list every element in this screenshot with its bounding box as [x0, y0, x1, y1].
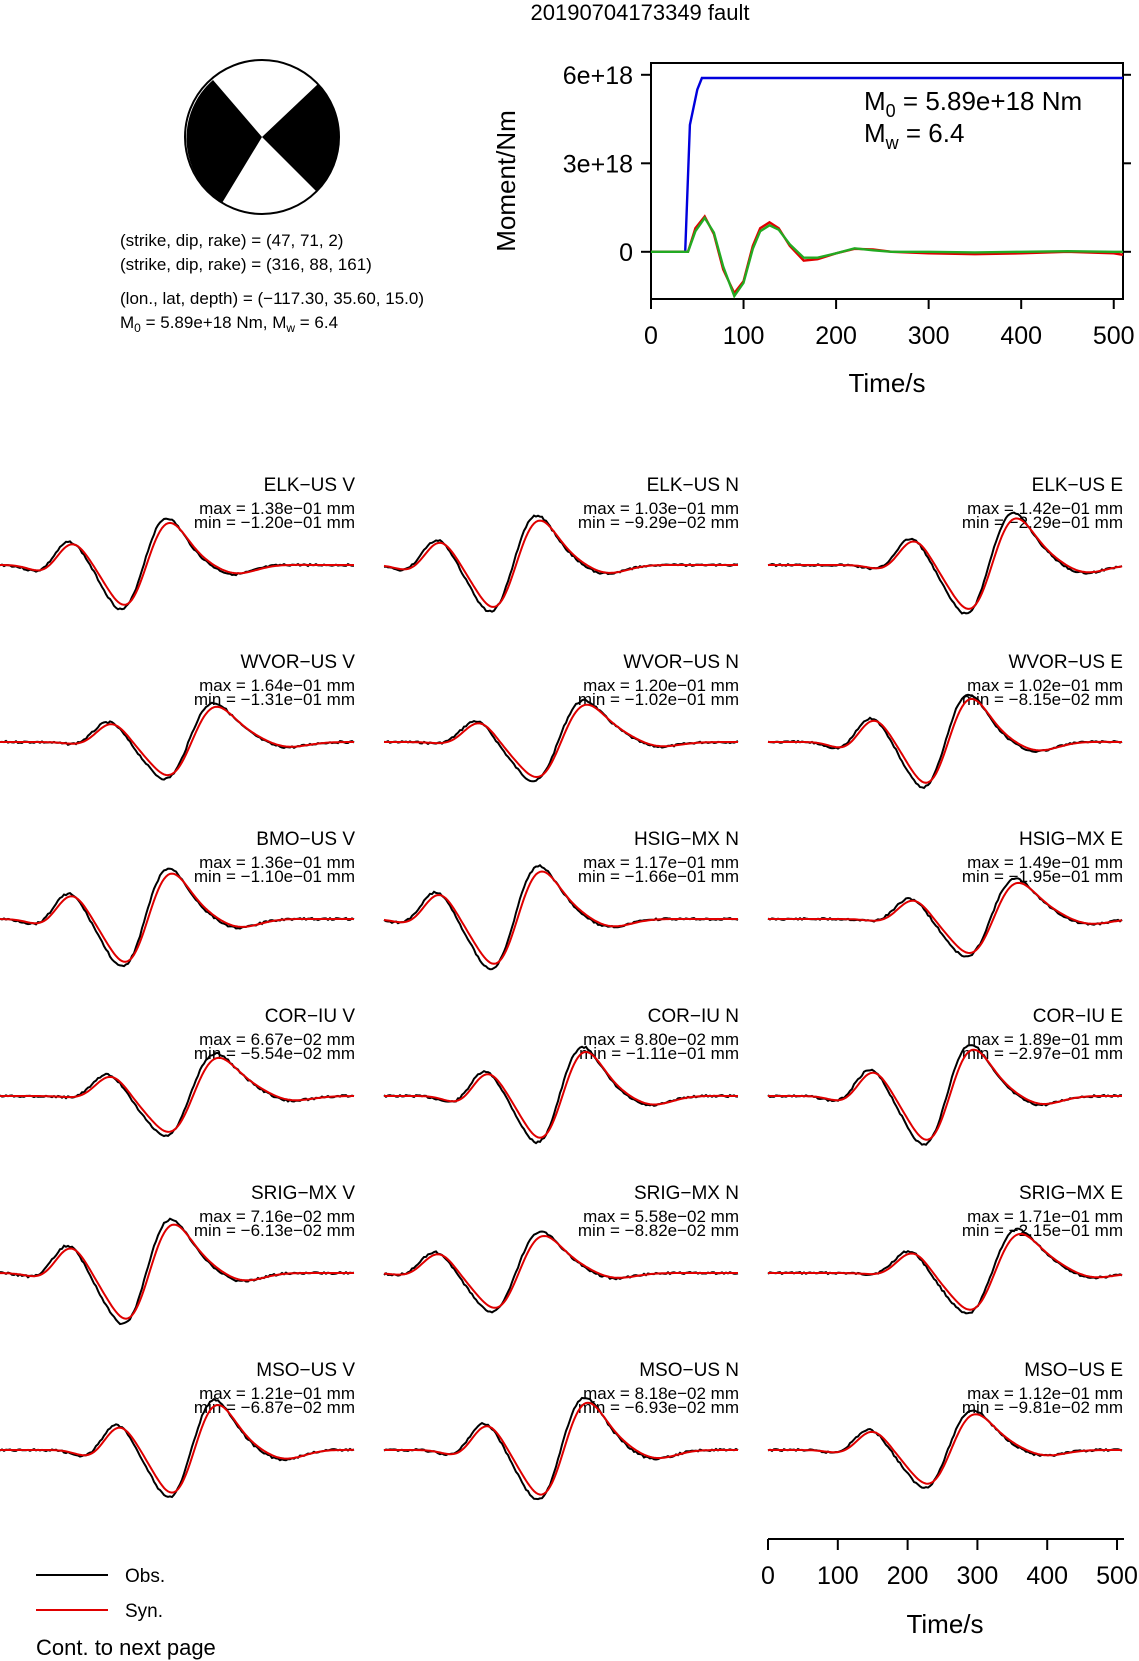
trace-min: min = −1.31e−01 mm [193, 690, 355, 709]
trace-min: min = −6.87e−02 mm [193, 1398, 355, 1417]
waveform-panel [384, 1183, 739, 1312]
legend-syn-label: Syn. [125, 1601, 164, 1622]
trace-min: min = −6.13e−02 mm [193, 1221, 355, 1240]
moment-x-tick-label: 400 [1000, 322, 1043, 350]
trace-max: max = 1.64e−01 mm [199, 676, 355, 695]
moment-summary: $M_0 = 5.89e+18$ Nm, $M_w = 6.4$ [120, 313, 339, 335]
observed-trace [0, 1053, 354, 1136]
trace-min: min = −2.15e−01 mm [961, 1221, 1123, 1240]
station-label: HSIG−MX N [633, 829, 739, 850]
waveform-panel [0, 1183, 355, 1324]
station-label: SRIG−MX V [251, 1183, 355, 1204]
moment-y-tick-label: 0 [619, 238, 633, 267]
trace-max: max = 1.21e−01 mm [199, 1384, 355, 1403]
trace-min: min = −5.54e−02 mm [193, 1044, 355, 1063]
trace-max: max = 1.02e−01 mm [967, 676, 1123, 695]
moment-x-tick-label: 100 [722, 322, 765, 350]
station-label: WVOR−US N [623, 652, 739, 673]
trace-min: min = −2.29e−01 mm [961, 513, 1123, 532]
synthetic-trace [384, 705, 738, 777]
synthetic-trace [384, 1052, 738, 1138]
synthetic-trace [0, 707, 354, 775]
source-location: (lon., lat, depth) = (−117.30, 35.60, 15.0) [120, 289, 424, 308]
legend-obs-label: Obs. [125, 1566, 166, 1587]
trace-min: min = −6.93e−02 mm [577, 1398, 739, 1417]
waveform-x-tick-label: 400 [1026, 1562, 1069, 1590]
moment-y-tick-label: 6e+18 [562, 61, 633, 90]
nodal-plane-2: (strike, dip, rake) = (316, 88, 161) [120, 255, 372, 274]
moment-x-tick-label: 500 [1092, 322, 1135, 350]
moment-function-plot [491, 62, 1135, 398]
trace-min: min = −1.20e−01 mm [193, 513, 355, 532]
waveform-x-tick-label: 300 [956, 1562, 999, 1590]
synthetic-trace [768, 1414, 1122, 1484]
trace-max: max = 8.18e−02 mm [583, 1384, 739, 1403]
station-label: MSO−US V [256, 1360, 355, 1381]
synthetic-trace [0, 523, 354, 605]
waveform-x-tick-label: 0 [761, 1562, 775, 1590]
trace-max: max = 1.42e−01 mm [967, 499, 1123, 518]
trace-min: min = −2.97e−01 mm [961, 1044, 1123, 1063]
synthetic-trace [768, 1050, 1122, 1140]
waveform-panel [768, 652, 1123, 788]
waveform-x-axis-label: Time/s [906, 1609, 984, 1639]
trace-min: min = −8.15e−02 mm [961, 690, 1123, 709]
nodal-plane-1: (strike, dip, rake) = (47, 71, 2) [120, 231, 344, 250]
moment-x-axis-label: Time/s [848, 368, 926, 398]
waveform-time-axis [761, 1539, 1138, 1639]
waveform-panel [768, 829, 1123, 957]
synthetic-trace [0, 1058, 354, 1132]
trace-min: min = −8.82e−02 mm [577, 1221, 739, 1240]
trace-min: min = −1.11e−01 mm [579, 1044, 739, 1063]
moment-series-1 [651, 216, 1123, 293]
trace-max: max = 1.49e−01 mm [967, 853, 1123, 872]
trace-min: min = −9.29e−02 mm [577, 513, 739, 532]
station-label: COR−IU E [1032, 1006, 1123, 1027]
waveform-panel [0, 652, 355, 780]
trace-max: max = 7.16e−02 mm [199, 1207, 355, 1226]
station-label: ELK−US V [263, 475, 355, 496]
trace-max: max = 1.38e−01 mm [199, 499, 355, 518]
station-label: ELK−US N [646, 475, 739, 496]
waveform-x-tick-label: 200 [886, 1562, 929, 1590]
synthetic-trace [384, 521, 738, 607]
trace-min: min = −9.81e−02 mm [961, 1398, 1123, 1417]
waveform-panel [768, 1360, 1123, 1488]
trace-max: max = 1.17e−01 mm [583, 853, 739, 872]
observed-trace [384, 1232, 738, 1313]
waveform-panel [384, 475, 739, 612]
waveform-panel [384, 829, 739, 969]
waveform-panel [384, 1360, 739, 1499]
moment-x-tick-label: 0 [644, 322, 658, 350]
moment-x-tick-label: 200 [815, 322, 857, 350]
waveform-panel [0, 829, 355, 966]
observed-trace [768, 1229, 1122, 1314]
waveform-panel [768, 1006, 1123, 1145]
moment-series-2 [651, 218, 1123, 296]
waveform-panel [384, 1006, 739, 1143]
focal-mechanism-beachball [185, 60, 339, 214]
moment-y-tick-label: 3e+18 [562, 150, 633, 179]
waveform-panel [768, 475, 1123, 613]
station-label: WVOR−US E [1008, 652, 1123, 673]
station-label: MSO−US N [639, 1360, 739, 1381]
trace-max: max = 5.58e−02 mm [583, 1207, 739, 1226]
waveform-panel [0, 1006, 355, 1136]
waveform-panel [0, 475, 355, 609]
observed-trace [768, 1410, 1122, 1488]
mw-annotation: $M_w = 6.4$ [864, 118, 965, 153]
trace-max: max = 8.80e−02 mm [583, 1030, 739, 1049]
m0-annotation: $M_0 = 5.89e+18$ Nm [864, 86, 1083, 121]
trace-max: max = 1.36e−01 mm [199, 853, 355, 872]
station-label: WVOR−US V [240, 652, 355, 673]
waveform-panel [768, 1183, 1123, 1313]
waveform-panel [384, 652, 739, 781]
trace-max: max = 1.89e−01 mm [967, 1030, 1123, 1049]
waveform-panels [0, 475, 1123, 1499]
continuation-note: Cont. to next page [36, 1635, 216, 1660]
station-label: COR−IU V [264, 1006, 355, 1027]
trace-min: min = −1.02e−01 mm [577, 690, 739, 709]
trace-min: min = −1.66e−01 mm [577, 867, 739, 886]
station-label: BMO−US V [256, 829, 355, 850]
page-title: 20190704173349 fault [530, 0, 750, 25]
station-label: SRIG−MX N [633, 1183, 739, 1204]
waveform-panel [0, 1360, 355, 1497]
trace-max: max = 1.71e−01 mm [967, 1207, 1123, 1226]
observed-trace [0, 703, 354, 780]
moment-x-tick-label: 300 [907, 322, 950, 350]
station-label: SRIG−MX E [1019, 1183, 1123, 1204]
trace-max: max = 1.12e−01 mm [967, 1384, 1123, 1403]
station-label: MSO−US E [1024, 1360, 1123, 1381]
trace-min: min = −1.95e−01 mm [961, 867, 1123, 886]
trace-max: max = 6.67e−02 mm [199, 1030, 355, 1049]
trace-min: min = −1.10e−01 mm [193, 867, 355, 886]
trace-max: max = 1.20e−01 mm [583, 676, 739, 695]
station-label: HSIG−MX E [1019, 829, 1123, 850]
synthetic-trace [384, 1236, 738, 1308]
legend [36, 1566, 165, 1622]
waveform-x-tick-label: 500 [1096, 1562, 1138, 1590]
waveform-x-tick-label: 100 [816, 1562, 859, 1590]
station-label: COR−IU N [647, 1006, 739, 1027]
moment-y-axis-label: Moment/Nm [491, 110, 521, 252]
station-label: ELK−US E [1031, 475, 1123, 496]
trace-max: max = 1.03e−01 mm [583, 499, 739, 518]
